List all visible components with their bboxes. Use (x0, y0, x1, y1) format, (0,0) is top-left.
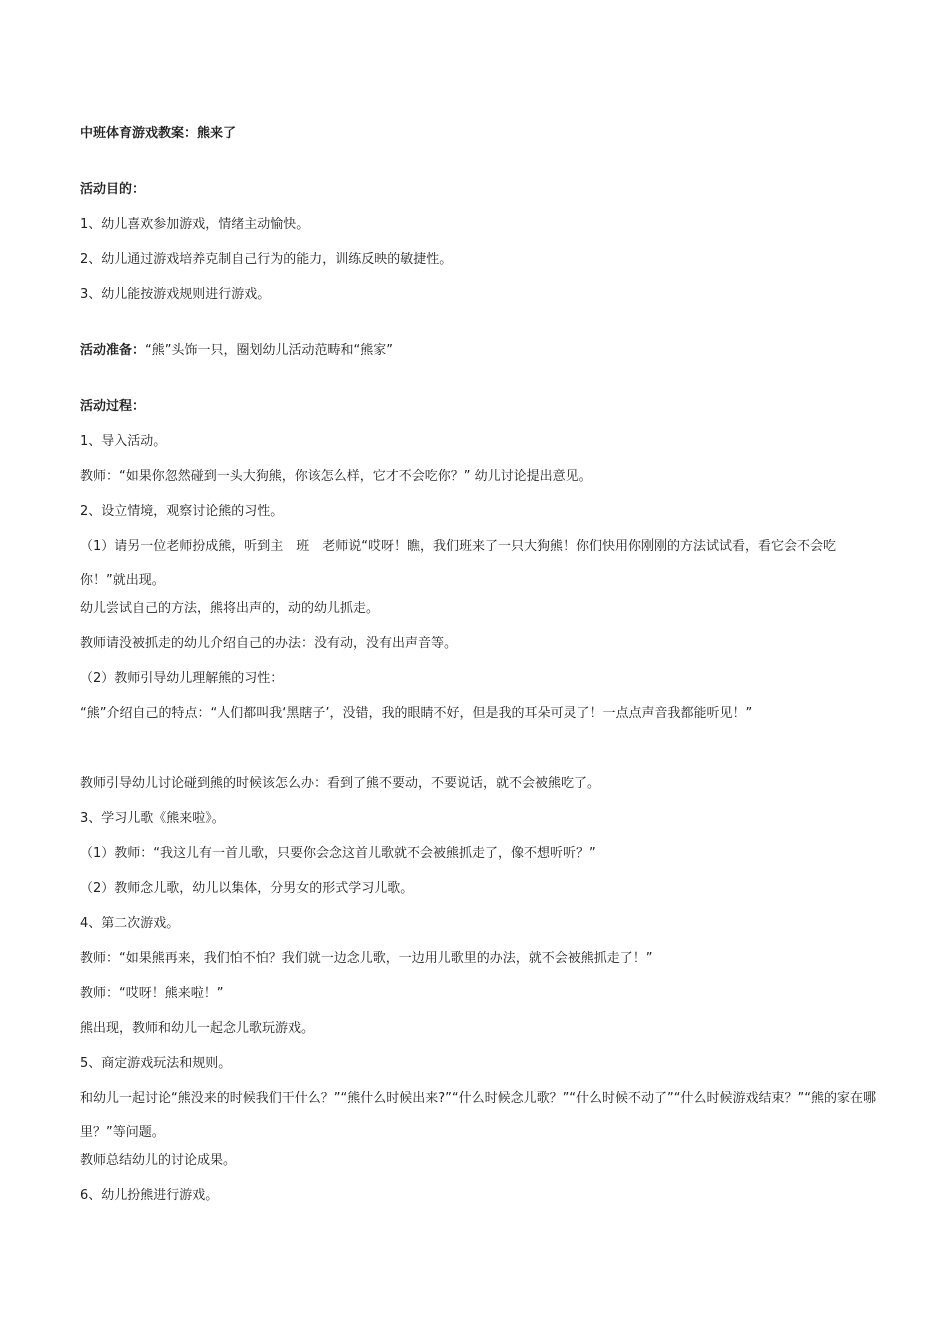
goal-item: 3、幼儿能按游戏规则进行游戏。 (80, 287, 271, 302)
process-line: 3、学习儿歌《熊来啦》。 (80, 811, 225, 826)
process-line: 教师引导幼儿讨论碰到熊的时候该怎么办：看到了熊不要动，不要说话，就不会被熊吃了。 (80, 776, 601, 791)
goal-item: 1、幼儿喜欢参加游戏，情绪主动愉快。 (80, 217, 310, 232)
prep-text: “熊”头饰一只，圈划幼儿活动范畴和“熊家” (145, 343, 393, 358)
process-line: 1、导入活动。 (80, 434, 167, 449)
process-line: 4、第二次游戏。 (80, 916, 180, 931)
process-line: （1）请另一位老师扮成熊，听到主 班 老师说“哎呀！瞧，我们班来了一只大狗熊！你们快用你刚刚的方法试试看，看它会不会吃你！”就出现。 (80, 539, 837, 588)
process-line: （1）教师：“我这儿有一首儿歌，只要你会念这首儿歌就不会被熊抓走了，像不想听听？” (80, 846, 596, 861)
document-body (80, 124, 880, 1221)
process-line: （2）教师引导幼儿理解熊的习性： (80, 671, 284, 686)
prep-heading: 活动准备： (80, 343, 146, 358)
process-line: 2、设立情境，观察讨论熊的习性。 (80, 504, 284, 519)
goal-item: 2、幼儿通过游戏培养克制自己行为的能力，训练反映的敏捷性。 (80, 252, 453, 267)
process-line: 幼儿尝试自己的方法，熊将出声的，动的幼儿抓走。 (80, 601, 380, 616)
process-line: 熊出现，教师和幼儿一起念儿歌玩游戏。 (80, 1021, 315, 1036)
prep-paragraph (80, 341, 880, 361)
process-line: 教师：“如果你忽然碰到一头大狗熊，你该怎么样，它才不会吃你？” 幼儿讨论提出意见。 (80, 469, 592, 484)
process-line: 教师请没被抓走的幼儿介绍自己的办法：没有动，没有出声音等。 (80, 636, 458, 651)
process-line: 教师：“哎呀！熊来啦！” (80, 986, 224, 1001)
goals-heading: 活动目的： (80, 182, 146, 197)
process-line: （2）教师念儿歌，幼儿以集体，分男女的形式学习儿歌。 (80, 881, 414, 896)
process-line: 教师总结幼儿的讨论成果。 (80, 1153, 237, 1168)
process-line: “熊”介绍自己的特点：“人们都叫我‘黑瞎子’，没错，我的眼睛不好，但是我的耳朵可灵了！一点点声音我都能听见！” (80, 706, 753, 721)
process-line: 教师：“如果熊再来，我们怕不怕？我们就一边念儿歌，一边用儿歌里的办法，就不会被熊抓走了！” (80, 951, 653, 966)
document-title: 中班体育游戏教案：熊来了 (80, 126, 237, 141)
process-line: 和幼儿一起讨论“熊没来的时候我们干什么？”“熊什么时候出来?”“什么时候念儿歌？”“什么时候不动了”“什么时候游戏结束？”“熊的家在哪里？”等问题。 (80, 1091, 876, 1140)
process-line: 5、商定游戏玩法和规则。 (80, 1056, 232, 1071)
process-heading: 活动过程： (80, 399, 146, 414)
process-line: 6、幼儿扮熊进行游戏。 (80, 1188, 219, 1203)
